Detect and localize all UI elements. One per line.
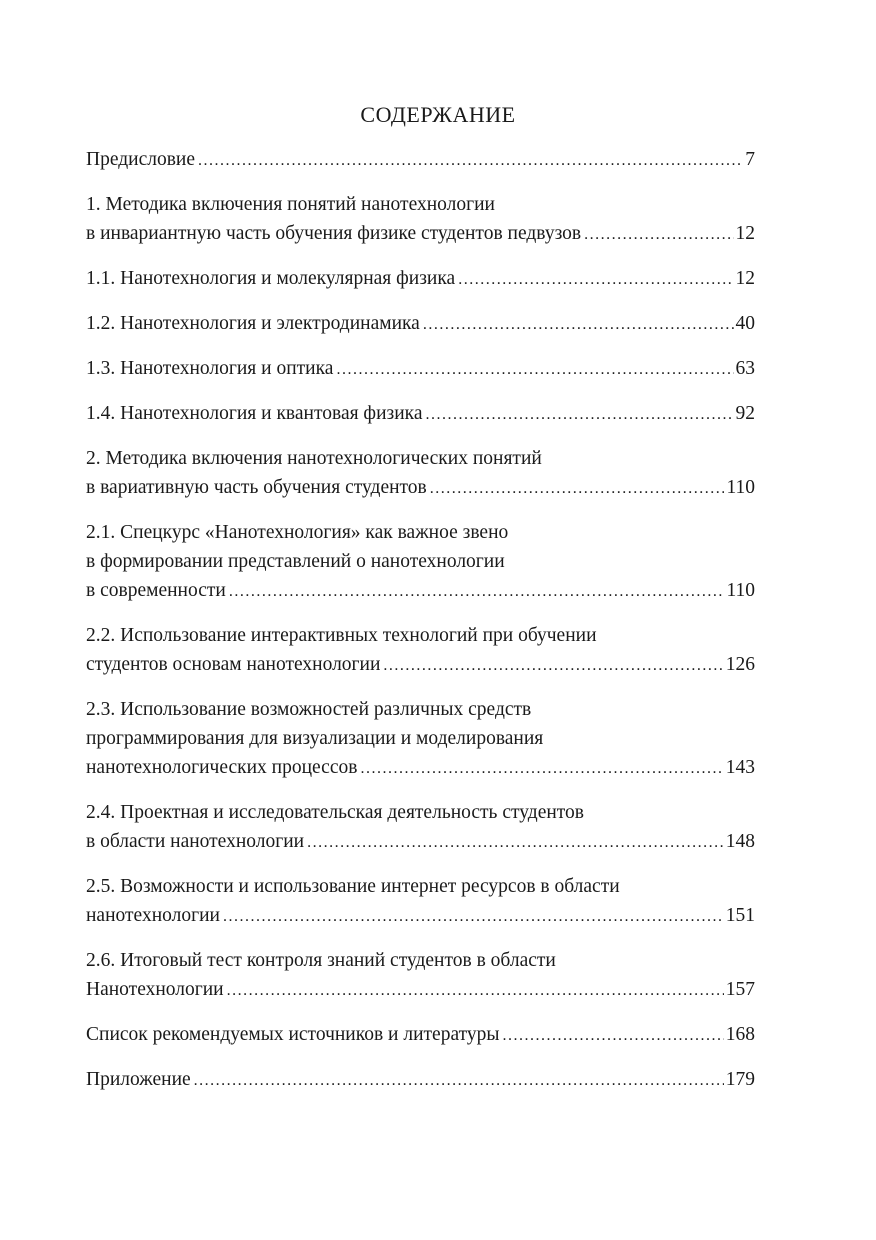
toc-entry-last-line [86,354,755,384]
toc-entry-line: 2. Методика включения нанотехнологических понятий [86,448,542,469]
toc-entry-title: нанотехнологии [86,905,220,926]
toc-entry-title: 1.3. Нанотехнология и оптика [86,358,334,379]
toc-entry [86,621,755,680]
dot-leader [336,355,733,384]
toc-page-number: 12 [735,223,755,244]
toc-entry-title: Приложение [86,1069,191,1090]
toc-page-number: 143 [725,757,755,778]
toc-entry-last-line [86,264,755,294]
toc-page-number: 40 [735,313,755,334]
toc-entry-line: 2.5. Возможности и использование интернет ресурсов в области [86,876,620,897]
toc-entry-title: студентов основам нанотехнологии [86,654,381,675]
toc-page-number: 179 [725,1069,755,1090]
toc-entry [86,309,755,339]
toc-entry-last-line [86,650,755,680]
toc-entry-line: 2.4. Проектная и исследовательская деятельность студентов [86,802,585,823]
page-title: СОДЕРЖАНИЕ [360,102,516,127]
toc-page-number: 151 [725,905,755,926]
dot-leader [383,651,723,680]
toc-entry-last-line [86,901,755,931]
toc-entry-line: в формировании представлений о нанотехнологии [86,551,505,572]
toc-entry-last-line [86,473,755,503]
toc-entry-last-line [86,399,755,429]
toc-entry-line: 2.3. Использование возможностей различных средств [86,699,532,720]
dot-leader [360,754,723,783]
toc-page-number: 63 [735,358,755,379]
toc-entry-title: 1.1. Нанотехнология и молекулярная физика [86,268,456,289]
toc-entry-title: в вариативную часть обучения студентов [86,477,427,498]
toc-page-number: 110 [726,580,755,601]
toc-entry [86,1065,755,1095]
toc-entry [86,872,755,931]
toc-page-number: 7 [745,149,755,170]
toc-page-number: 157 [725,979,755,1000]
toc-entry-line: 1. Методика включения понятий нанотехнологии [86,194,495,215]
toc-entry-title: Нанотехнологии [86,979,224,1000]
toc-entry-last-line [86,1065,755,1095]
toc-page-number: 126 [725,654,755,675]
dot-leader [227,976,724,1005]
toc-entry-title: 1.2. Нанотехнология и электродинамика [86,313,420,334]
toc-entry [86,798,755,857]
toc-entry-line: программирования для визуализации и моделирования [86,728,544,749]
toc-entry [86,695,755,783]
dot-leader [425,400,733,429]
toc-entry-title: Предисловие [86,149,196,170]
dot-leader [423,310,734,339]
toc-entry [86,946,755,1005]
toc-entry-last-line [86,219,755,249]
toc-entry-title: в области нанотехнологии [86,831,305,852]
toc-page-number: 148 [725,831,755,852]
toc-page-number: 12 [735,268,755,289]
toc-entry [86,145,755,175]
dot-leader [229,577,725,606]
toc-entry-title: нанотехнологических процессов [86,757,358,778]
toc-entry-line: 2.2. Использование интерактивных технологий при обучении [86,625,597,646]
toc-entry-title: Список рекомендуемых источников и литературы [86,1024,500,1045]
dot-leader [584,220,733,249]
dot-leader [307,828,724,857]
toc-entry-last-line [86,576,755,606]
toc-entry-last-line [86,1020,755,1050]
toc-entry-last-line [86,827,755,857]
toc-entry-last-line [86,309,755,339]
table-of-contents [86,145,755,1110]
toc-entry [86,1020,755,1050]
dot-leader [458,265,733,294]
toc-entry [86,190,755,249]
toc-page-number: 168 [725,1024,755,1045]
toc-entry-line: 2.6. Итоговый тест контроля знаний студентов в области [86,950,556,971]
dot-leader [194,1066,724,1095]
toc-entry [86,518,755,606]
toc-entry-title: в современности [86,580,226,601]
toc-entry [86,354,755,384]
toc-entry [86,399,755,429]
toc-entry-last-line [86,145,755,175]
toc-entry-title: 1.4. Нанотехнология и квантовая физика [86,403,423,424]
toc-page-number: 110 [726,477,755,498]
toc-entry [86,444,755,503]
dot-leader [198,146,743,175]
toc-entry-last-line [86,753,755,783]
toc-page-number: 92 [735,403,755,424]
toc-entry [86,264,755,294]
toc-entry-last-line [86,975,755,1005]
toc-entry-title: в инвариантную часть обучения физике студентов педвузов [86,223,582,244]
dot-leader [430,474,725,503]
dot-leader [223,902,724,931]
dot-leader [502,1021,723,1050]
toc-entry-line: 2.1. Спецкурс «Нанотехнология» как важное звено [86,522,509,543]
